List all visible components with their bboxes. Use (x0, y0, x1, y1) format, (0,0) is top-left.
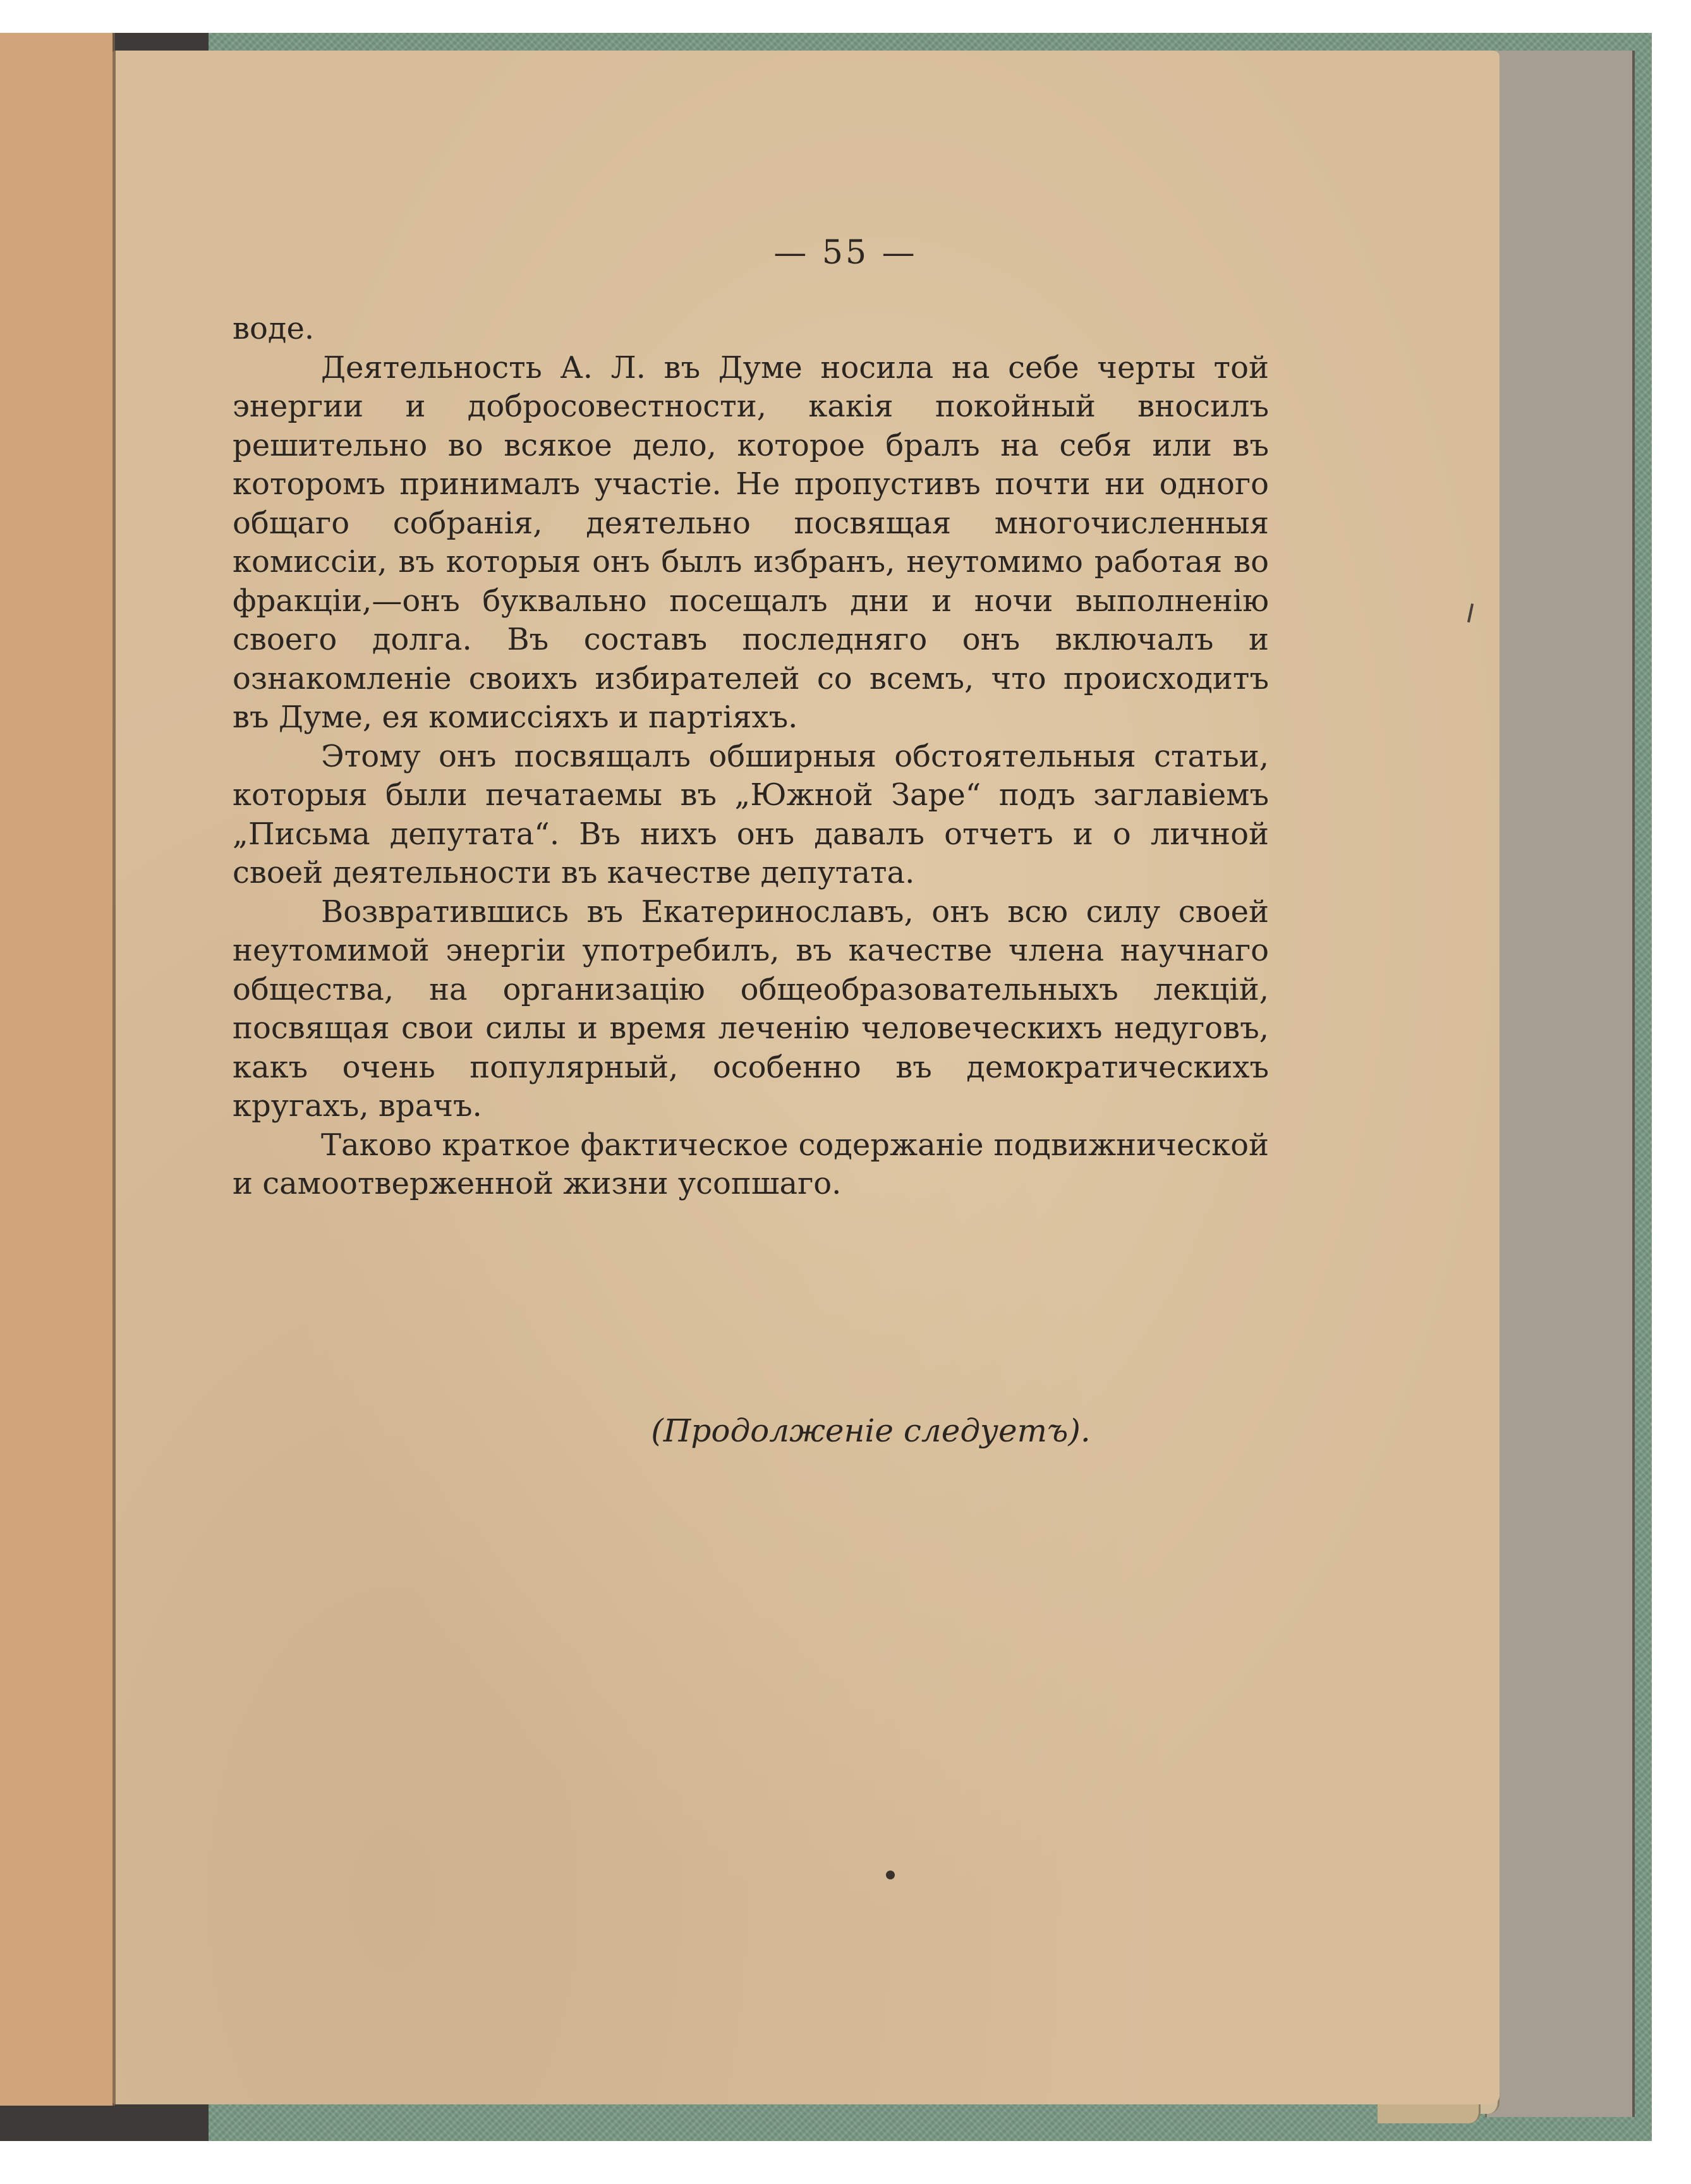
body-text (233, 310, 1269, 1204)
back-board (1485, 51, 1635, 2117)
left-facing-page (0, 33, 115, 2106)
page-number: — 55 — (773, 234, 918, 272)
paragraph-continuation: воде. (233, 311, 315, 346)
continued-note: (Продолженіе следуетъ). (651, 1412, 1091, 1449)
paragraph: Таково краткое фактическое содержаніе подвижнической и самоотверженной жизни усопшаго. (233, 1127, 1269, 1201)
paragraph: Возвратившись въ Екатеринославъ, онъ всю силу своей неутомимой энергіи употребилъ, въ качестве члена научнаго общества, на организацію общеобразовательныхъ лекцій, посвящая свои силы и время леченію человеческихъ недуговъ, какъ очень популярный, особенно въ демократическихъ кругахъ, врачъ. (233, 894, 1269, 1124)
ink-speck (886, 1871, 895, 1879)
paragraph: Деятельность А. Л. въ Думе носила на себе черты той энергии и добросовестности, какія покойный вносилъ решительно во всякое дело, которое бралъ на себя или въ которомъ принималъ участіе. Не пропустивъ почти ни одного общаго собранія, деятельно посвящая многочисленныя комиссіи, въ которыя онъ былъ избранъ, неутомимо работая во фракціи,—онъ буквально посещалъ дни и ночи выполненію своего долга. Въ составъ последняго онъ включалъ и ознакомленіе своихъ избирателей со всемъ, что происходитъ въ Думе, ея комиссіяхъ и партіяхъ. (233, 349, 1269, 735)
paragraph: Этому онъ посвящалъ обширныя обстоятельныя статьи, которыя были печатаемы въ „Южной Заре“ подъ заглавіемъ „Письма депутата“. Въ нихъ онъ давалъ отчетъ и о личной своей деятельности въ качестве депутата. (233, 738, 1269, 890)
